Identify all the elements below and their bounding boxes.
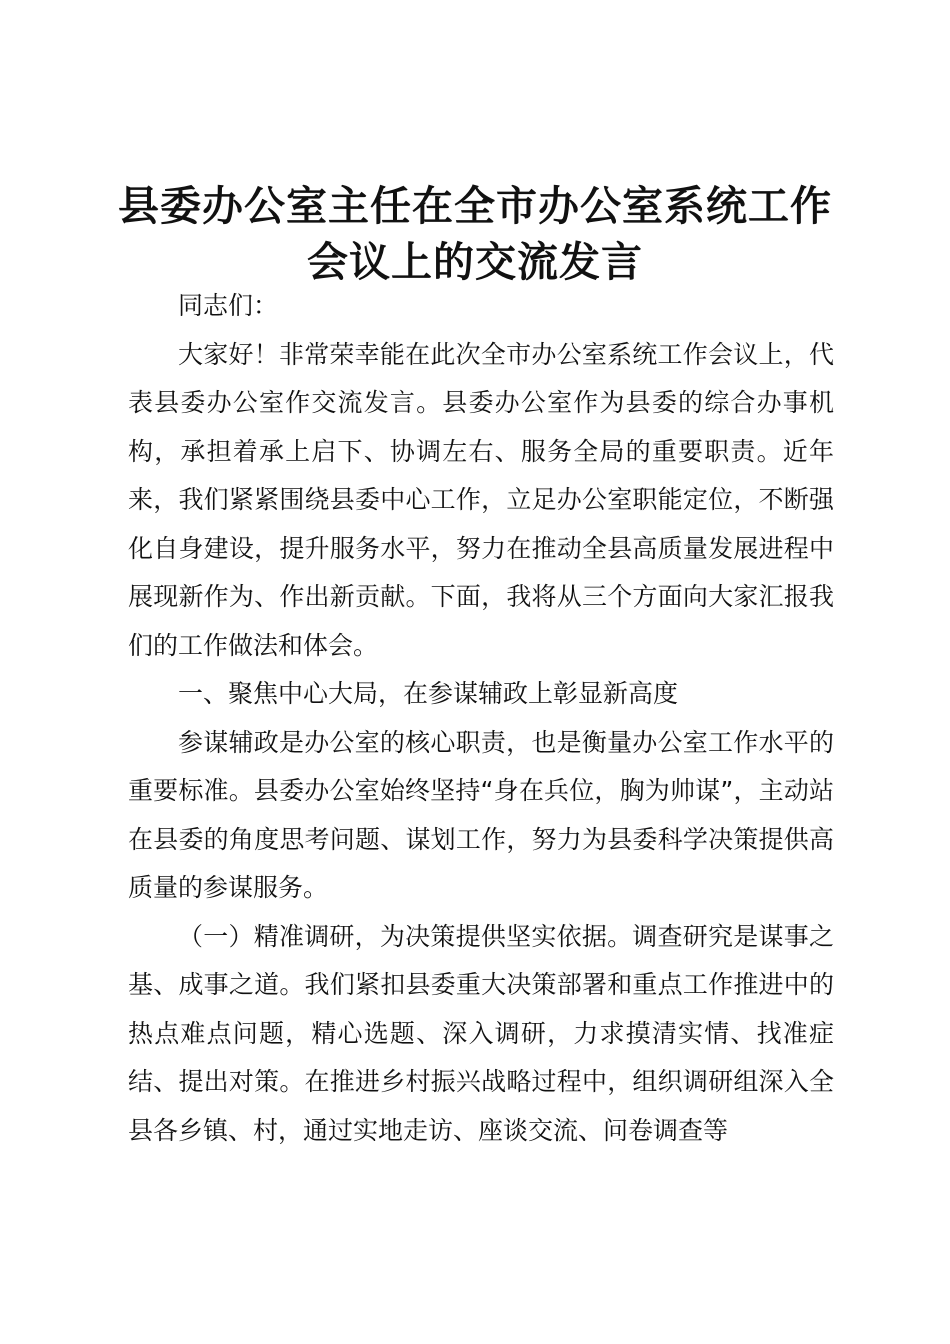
paragraph-subsection-1: （一）精准调研，为决策提供坚实依据。调查研究是谋事之基、成事之道。我们紧扣县委重大决策部署和重点工作推进中的热点难点问题，精心选题、深入调研，力求摸清实情、找准症结、提出对策。在推进乡村振兴战略过程中，组织调研组深入全县各乡镇、村，通过实地走访、座谈交流、问卷调查等: [128, 921, 834, 1145]
paragraph-intro: 大家好！非常荣幸能在此次全市办公室系统工作会议上，代表县委办公室作交流发言。县委办公室作为县委的综合办事机构，承担着承上启下、协调左右、服务全局的重要职责。近年来，我们紧紧围绕县委中心工作，立足办公室职能定位，不断强化自身建设，提升服务水平，努力在推动全县高质量发展进程中展现新作为、作出新贡献。下面，我将从三个方面向大家汇报我们的工作做法和体会。: [128, 339, 834, 660]
paragraph-section-1: 参谋辅政是办公室的核心职责，也是衡量办公室工作水平的重要标准。县委办公室始终坚持“身在兵位，胸为帅谋”，主动站在县委的角度思考问题、谋划工作，努力为县委科学决策提供高质量的参谋服务。: [128, 727, 834, 902]
salutation: 同志们：: [178, 291, 279, 320]
section-heading-1: 一、聚焦中心大局，在参谋辅政上彰显新高度: [178, 679, 679, 708]
document-title: [110, 178, 840, 290]
title-line-2: 会议上的交流发言: [307, 238, 643, 286]
title-line-1: 县委办公室主任在全市办公室系统工作: [118, 182, 832, 230]
document-body: [128, 282, 834, 1155]
